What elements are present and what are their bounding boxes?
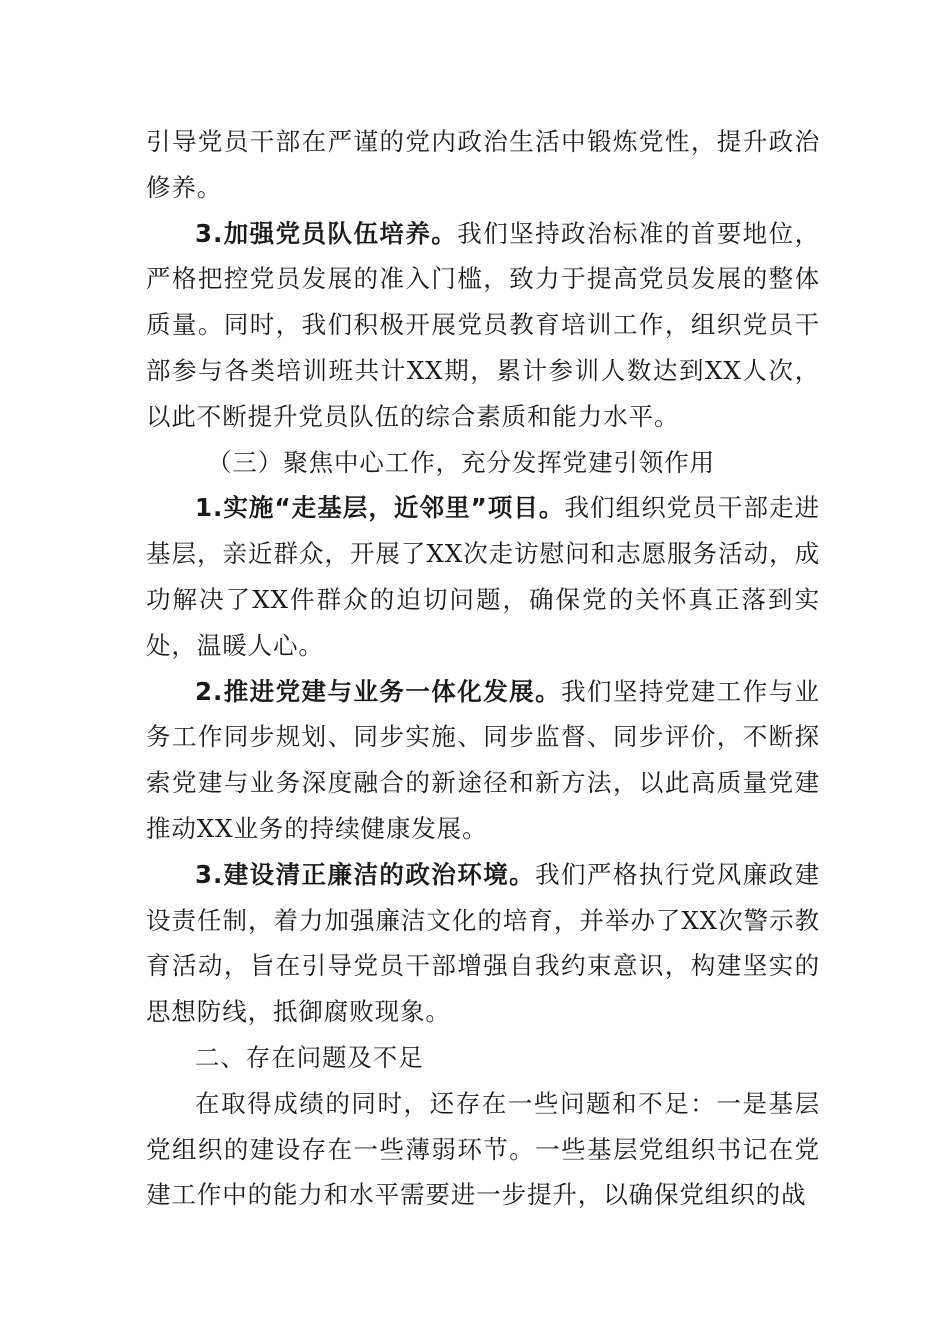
paragraph-problems: 在取得成绩的同时，还存在一些问题和不足：一是基层党组织的建设存在一些薄弱环节。一些基层党组织书记在党建工作中的能力和水平需要进一步提升，以确保党组织的战 [146, 1088, 820, 1210]
paragraph-heading: 3.加强党员队伍培养。 [195, 218, 458, 248]
paragraph-text: 我们坚持党建工作与业务工作同步规划、同步实施、同步监督、同步评价，不断探索党建与业务深度融合的新途径和新方法，以此高质量党建推动XX业务的持续健康发展。 [146, 676, 821, 843]
paragraph-text: 我们严格执行党风廉政建设责任制，着力加强廉洁文化的培育，并举办了XX次警示教育活动，旨在引导党员干部增强自我约束意识，构建坚实的思想防线，抵御腐败现象。 [146, 859, 821, 1027]
document-body [146, 119, 820, 1218]
paragraph-heading: 2.推进党建与业务一体化发展。 [195, 676, 562, 706]
section-heading: 二、存在问题及不足 [195, 1042, 424, 1072]
paragraph-grassroots-project [146, 485, 820, 668]
paragraph-heading: 1.实施“走基层，近邻里”项目。 [195, 493, 565, 523]
paragraph-integration [146, 669, 820, 852]
paragraph-integrity [146, 852, 820, 1035]
paragraph-continued: 引导党员干部在严谨的党内政治生活中锻炼党性，提升政治修养。 [146, 127, 820, 202]
paragraph-heading: 3.建设清正廉洁的政治环境。 [195, 859, 536, 889]
paragraph-team-training [146, 211, 820, 440]
subsection-heading: （三）聚焦中心工作，充分发挥党建引领作用 [207, 447, 715, 477]
paragraph-text: 我们坚持政治标准的首要地位，严格把控党员发展的准入门槛，致力于提高党员发展的整体质量。同时，我们积极开展党员教育培训工作，组织党员干部参与各类培训班共计XX期，累计参训人数达到XX人次，以此不断提升党员队伍的综合素质和能力水平。 [146, 218, 820, 431]
paragraph-text: 我们组织党员干部走进基层，亲近群众，开展了XX次走访慰问和志愿服务活动，成功解决了XX件群众的迫切问题，确保党的关怀真正落到实处，温暖人心。 [146, 493, 820, 660]
